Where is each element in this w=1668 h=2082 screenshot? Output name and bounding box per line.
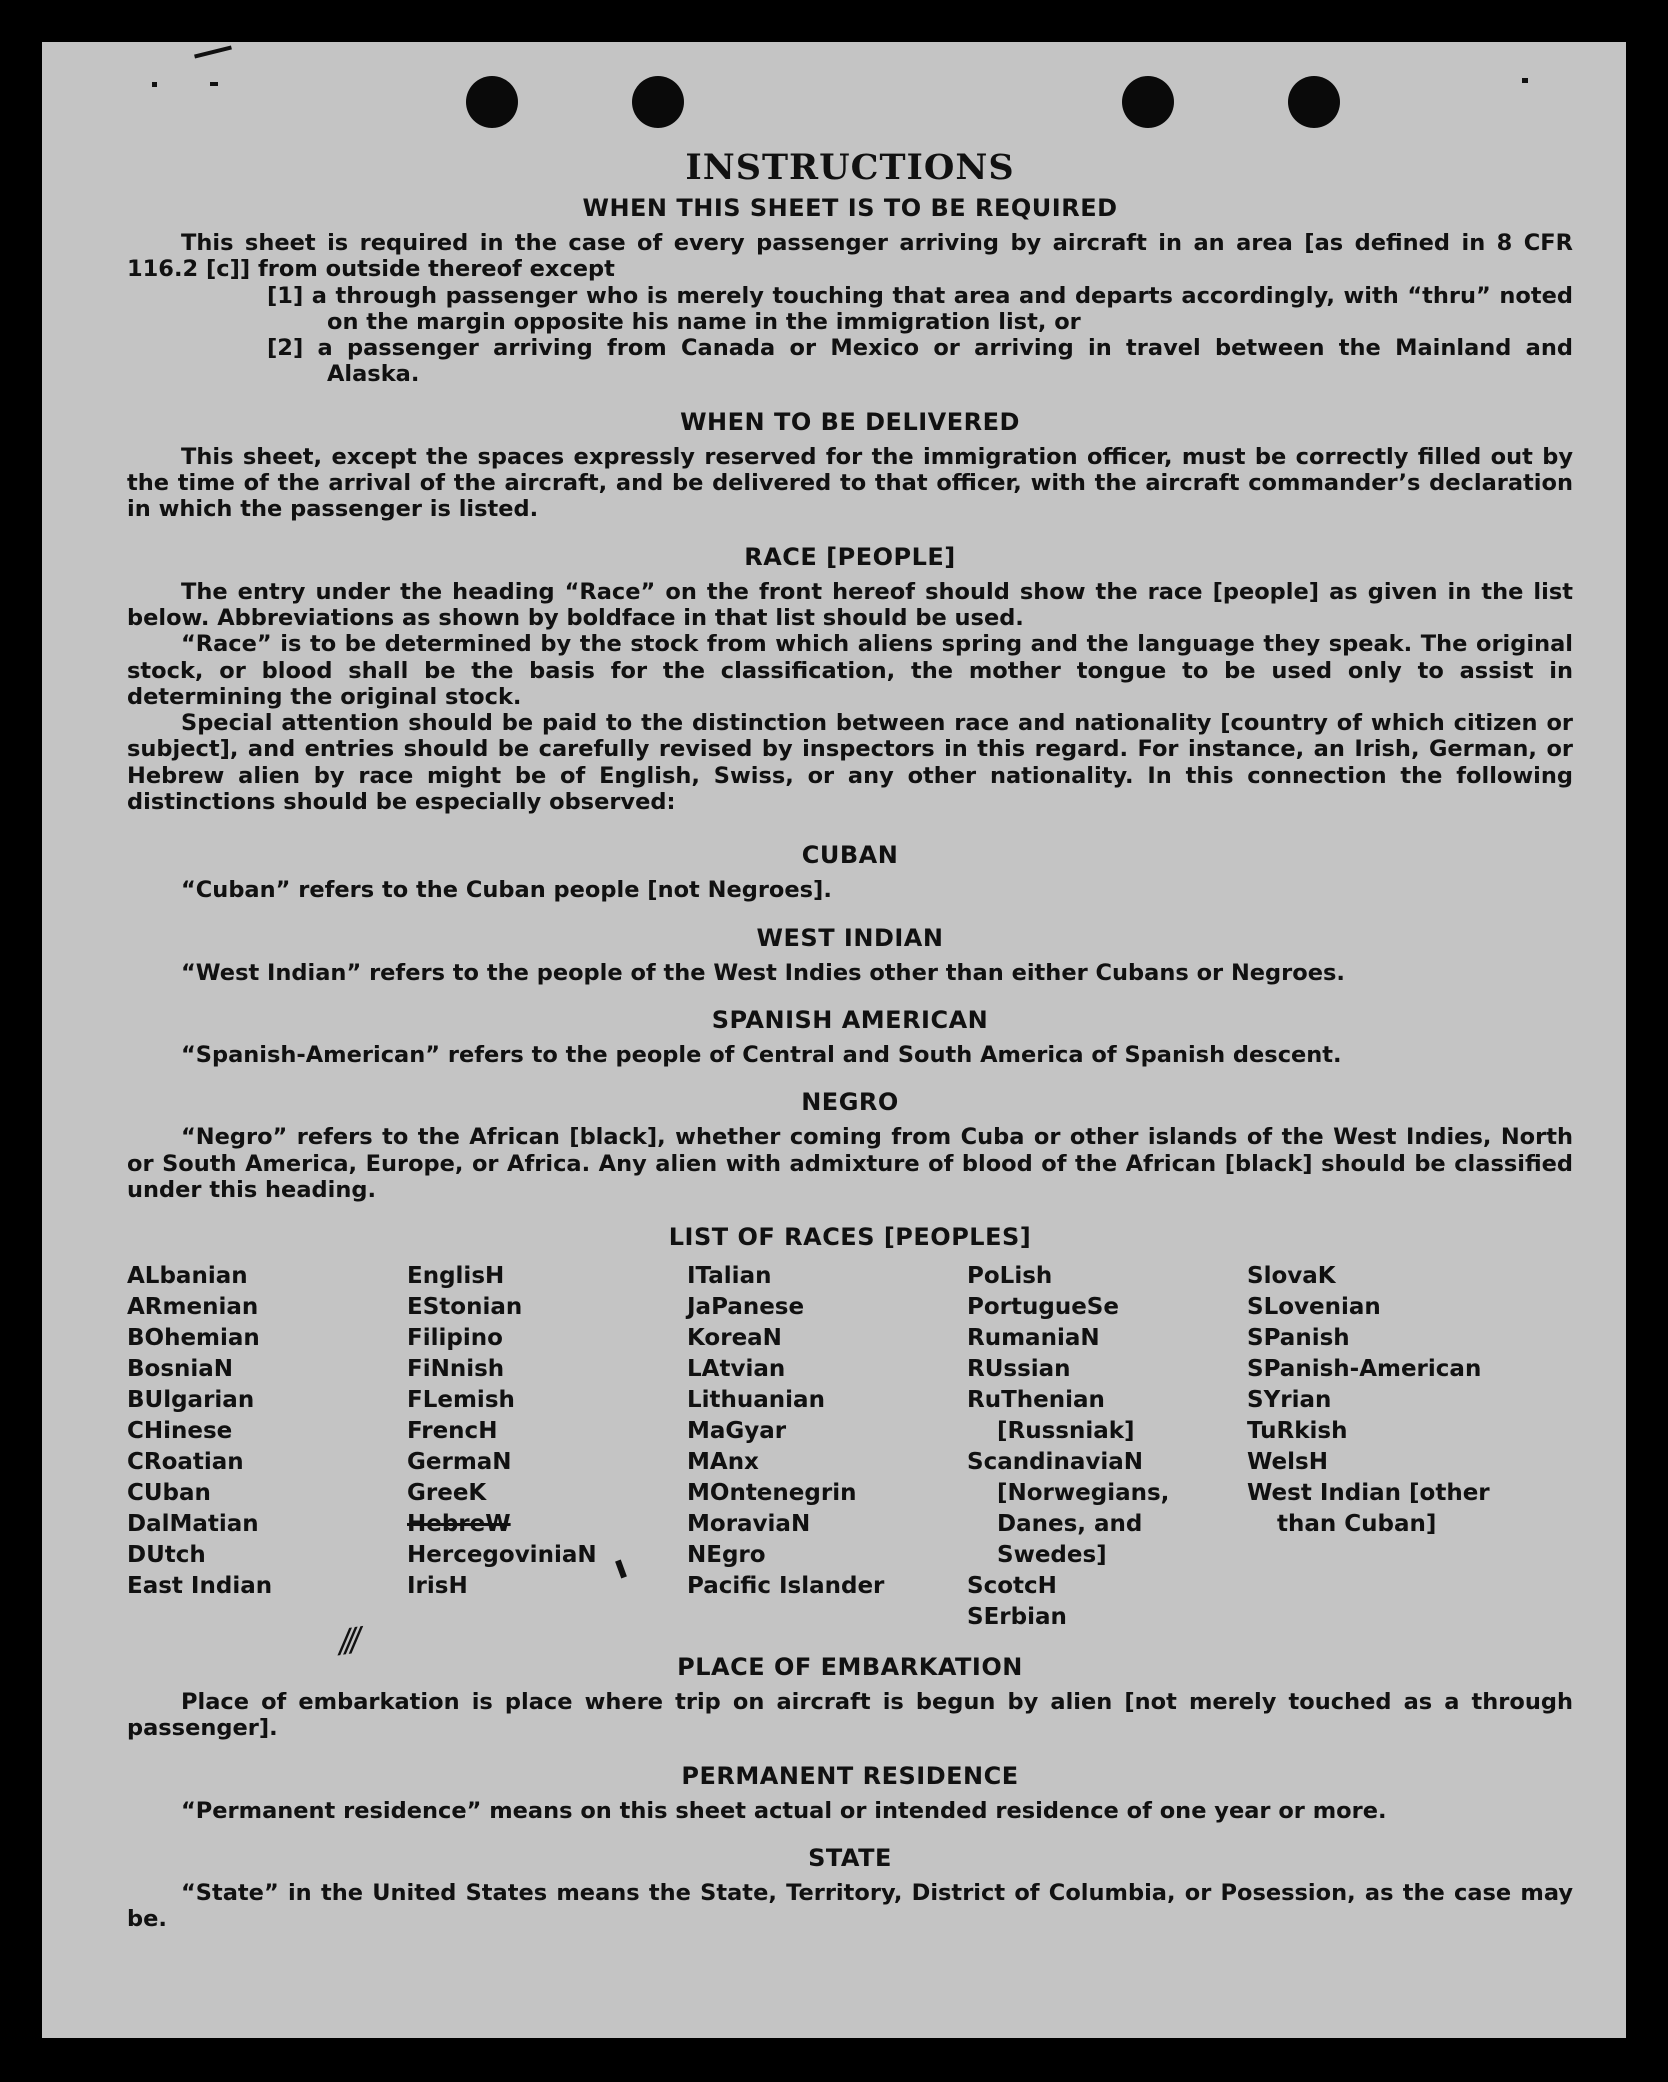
paragraph: Special attention should be paid to the distinction between race and nationality [country of which citizen or subject], and entries should be carefully revised by inspectors in this regard. For instance, an Irish, German, or Hebrew alien by race might be of English, Swiss, or any other nationality. In this connection the following distinctions should be especially observed: — [127, 710, 1573, 816]
race-item: NEgro — [687, 1542, 766, 1569]
section-heading: NEGRO — [801, 1088, 899, 1117]
race-item: LAtvian — [687, 1356, 786, 1383]
race-item: BosniaN — [127, 1356, 234, 1383]
race-item: DalMatian — [127, 1511, 259, 1538]
race-column — [407, 1261, 687, 1633]
race-item: PoLish — [967, 1263, 1053, 1290]
race-item: KoreaN — [687, 1325, 782, 1352]
race-item: BUlgarian — [127, 1387, 255, 1414]
race-item: MOntenegrin — [687, 1480, 857, 1507]
paragraph: “West Indian” refers to the people of the West Indies other than either Cubans or Negroes. — [181, 959, 1345, 986]
race-item: SErbian — [967, 1604, 1067, 1631]
race-list — [127, 1261, 1573, 1633]
race-column — [127, 1261, 407, 1633]
race-item: GermaN — [407, 1449, 512, 1476]
race-item: MAnx — [687, 1449, 759, 1476]
race-item: Pacific Islander — [687, 1573, 885, 1600]
race-item: East Indian — [127, 1573, 273, 1600]
race-item: TuRkish — [1247, 1418, 1348, 1445]
handwritten-mark: ⁄⁄⁄ — [339, 1621, 362, 1663]
race-item: GreeK — [407, 1480, 487, 1507]
race-item: EStonian — [407, 1294, 523, 1321]
list-item: [2] a passenger arriving from Canada or Mexico or arriving in travel between the Mainland and Alaska. — [267, 335, 1573, 388]
race-item: IrisH — [407, 1573, 468, 1600]
race-item: RuThenian [Russniak] — [967, 1387, 1135, 1445]
document-sheet — [42, 42, 1626, 2038]
paragraph: This sheet, except the spaces expressly reserved for the immigration officer, must be correctly filled out by the time of the arrival of the aircraft, and be delivered to that officer, with the aircraft commander’s declaration in which the passenger is listed. — [127, 443, 1573, 523]
race-item: SlovaK — [1247, 1263, 1336, 1290]
page-title: INSTRUCTIONS — [685, 147, 1015, 188]
section-heading: WEST INDIAN — [756, 923, 944, 952]
section-heading: CUBAN — [801, 841, 899, 870]
race-item: ScotcH — [967, 1573, 1057, 1600]
paragraph: The entry under the heading “Race” on the front hereof should show the race [people] as given in the list below. Abbreviations as shown by boldface in that list should be used. — [127, 578, 1573, 631]
section-heading: SPANISH AMERICAN — [711, 1005, 989, 1034]
race-item: JaPanese — [687, 1294, 805, 1321]
race-column — [967, 1261, 1247, 1633]
race-item: RUssian — [967, 1356, 1071, 1383]
section-heading: STATE — [808, 1844, 892, 1873]
race-item: DUtch — [127, 1542, 206, 1569]
race-item: ITalian — [687, 1263, 772, 1290]
race-item: CHinese — [127, 1418, 233, 1445]
race-item: West Indian [other than Cuban] — [1247, 1480, 1490, 1538]
race-item: HercegoviniaN — [407, 1542, 597, 1569]
list-item: [1] a through passenger who is merely touching that area and departs accordingly, with “thru” noted on the margin opposite his name in the immigration list, or — [267, 282, 1573, 335]
paragraph: “Spanish-American” refers to the people of Central and South America of Spanish descent. — [181, 1041, 1342, 1068]
paragraph: “Permanent residence” means on this sheet actual or intended residence of one year or more. — [181, 1797, 1387, 1824]
paragraph: “State” in the United States means the State, Territory, District of Columbia, or Posession, as the case may be. — [127, 1880, 1573, 1933]
section-heading: PERMANENT RESIDENCE — [681, 1761, 1019, 1790]
paragraph: This sheet is required in the case of every passenger arriving by aircraft in an area [as defined in 8 CFR 116.2 [c]] from outside thereof except — [127, 230, 1573, 283]
paragraph: “Negro” refers to the African [black], whether coming from Cuba or other islands of the West Indies, North or South America, Europe, or Africa. Any alien with admixture of blood of the African [black] should be classified under this heading. — [127, 1124, 1573, 1203]
race-item: PortugueSe — [967, 1294, 1119, 1321]
race-column — [687, 1261, 967, 1633]
ink-speck — [1522, 78, 1528, 83]
race-item: FiNnish — [407, 1356, 505, 1383]
race-item: WelsH — [1247, 1449, 1328, 1476]
ink-speck — [210, 82, 218, 86]
section-heading: LIST OF RACES [PEOPLES] — [668, 1223, 1032, 1252]
section-heading: WHEN TO BE DELIVERED — [680, 407, 1020, 436]
punch-hole — [632, 76, 684, 128]
punch-hole — [466, 76, 518, 128]
punch-hole — [1288, 76, 1340, 128]
section-heading: WHEN THIS SHEET IS TO BE REQUIRED — [582, 194, 1118, 222]
race-item: SPanish — [1247, 1325, 1350, 1352]
paragraph: “Cuban” refers to the Cuban people [not Negroes]. — [181, 877, 832, 904]
race-item: SPanish-American — [1247, 1356, 1482, 1383]
ink-speck — [194, 45, 232, 58]
race-item: CRoatian — [127, 1449, 244, 1476]
section-heading: RACE [PEOPLE] — [744, 542, 956, 571]
race-item: MaGyar — [687, 1418, 787, 1445]
ink-speck — [152, 82, 157, 87]
instructions-content — [127, 147, 1573, 1933]
race-item: SYrian — [1247, 1387, 1332, 1414]
punch-hole — [1122, 76, 1174, 128]
section-heading: PLACE OF EMBARKATION — [677, 1653, 1023, 1682]
race-item-struck: HebreW — [407, 1511, 511, 1538]
race-item: ARmenian — [127, 1294, 259, 1321]
race-item: SLovenian — [1247, 1294, 1381, 1321]
race-item: FrencH — [407, 1418, 498, 1445]
race-column — [1247, 1261, 1547, 1633]
race-item: ALbanian — [127, 1263, 248, 1290]
race-item: Lithuanian — [687, 1387, 825, 1414]
paragraph: Place of embarkation is place where trip on aircraft is begun by alien [not merely touched as a through passenger]. — [127, 1689, 1573, 1742]
race-item: MoraviaN — [687, 1511, 811, 1538]
race-item: BOhemian — [127, 1325, 260, 1352]
paragraph: “Race” is to be determined by the stock from which aliens spring and the language they speak. The original stock, or blood shall be the basis for the classification, the mother tongue to be used only to assist in determining the original stock. — [127, 631, 1573, 710]
race-item: CUban — [127, 1480, 211, 1507]
race-item: RumaniaN — [967, 1325, 1100, 1352]
race-item: ScandinaviaN [Norwegians, Danes, and Swedes] — [967, 1449, 1170, 1569]
race-item: EnglisH — [407, 1263, 505, 1290]
race-item: FLemish — [407, 1387, 515, 1414]
race-item: Filipino — [407, 1325, 503, 1352]
